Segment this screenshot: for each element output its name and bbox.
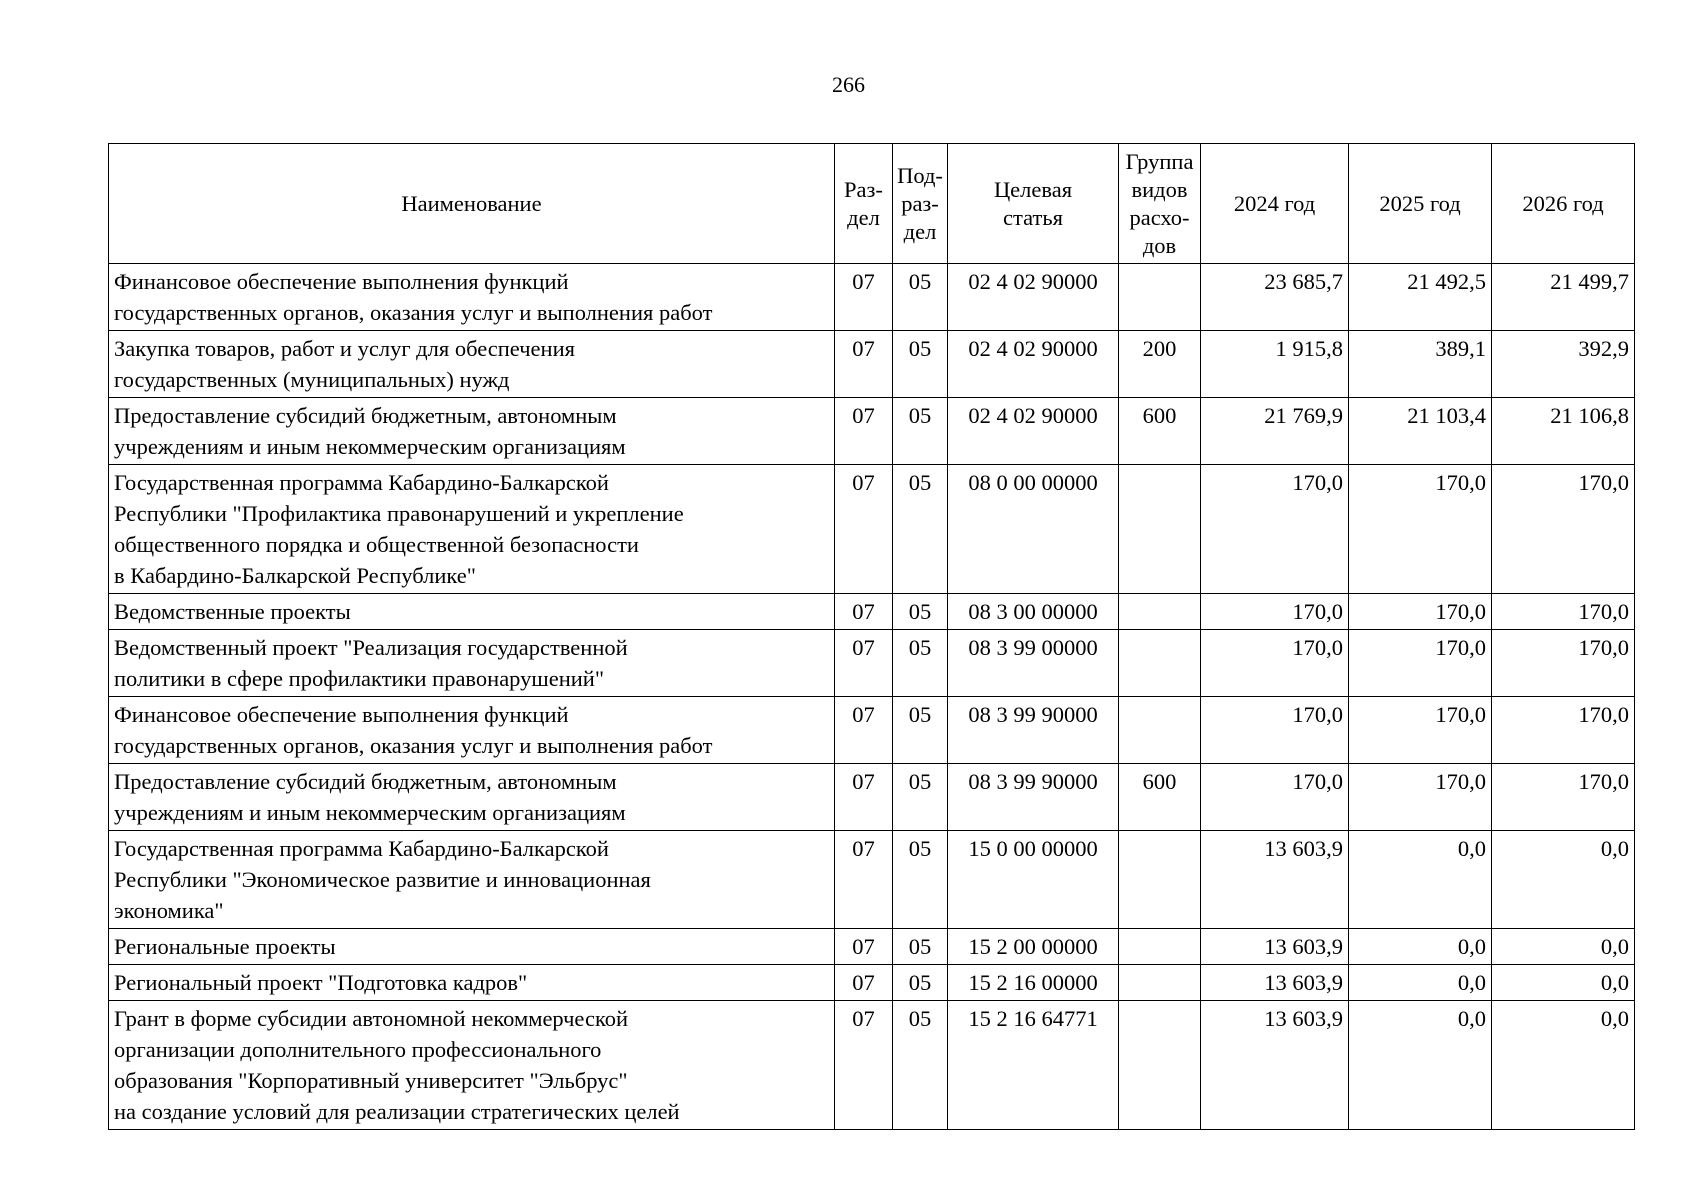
row-value-2026: 170,0 — [1492, 630, 1635, 697]
row-value-2025: 0,0 — [1349, 965, 1492, 1001]
row-value-2025: 170,0 — [1349, 697, 1492, 764]
row-value-2025: 0,0 — [1349, 1001, 1492, 1130]
header-year-2026: 2026 год — [1492, 144, 1635, 264]
header-section: Раз- дел — [835, 144, 893, 264]
page-number: 266 — [832, 72, 865, 97]
row-target-article: 02 4 02 90000 — [948, 398, 1119, 465]
header-year-2025: 2025 год — [1349, 144, 1492, 264]
row-section: 07 — [835, 594, 893, 630]
row-section: 07 — [835, 1001, 893, 1130]
row-value-2024: 1 915,8 — [1201, 331, 1349, 398]
row-expense-group — [1119, 264, 1201, 331]
row-expense-group — [1119, 465, 1201, 594]
row-expense-group — [1119, 965, 1201, 1001]
table-row — [109, 764, 1635, 831]
row-target-article: 08 3 00 00000 — [948, 594, 1119, 630]
table-row — [109, 594, 1635, 630]
row-name-line: на создание условий для реализации стратегических целей — [114, 1099, 680, 1124]
row-value-2026: 170,0 — [1492, 465, 1635, 594]
row-value-2025: 21 103,4 — [1349, 398, 1492, 465]
header-subsection: Под- раз- дел — [893, 144, 948, 264]
row-name-line: организации дополнительного профессионального — [114, 1037, 602, 1062]
table-row — [109, 465, 1635, 594]
table-row — [109, 831, 1635, 929]
row-name-line: Республики "Экономическое развитие и инновационная — [114, 867, 651, 892]
row-subsection: 05 — [893, 965, 948, 1001]
row-name-line: Республики "Профилактика правонарушений и укрепление — [114, 501, 684, 526]
row-expense-group — [1119, 697, 1201, 764]
row-target-article: 02 4 02 90000 — [948, 264, 1119, 331]
row-name-line: экономика" — [114, 898, 224, 923]
row-name-line: государственных (муниципальных) нужд — [114, 367, 510, 392]
row-value-2026: 0,0 — [1492, 929, 1635, 965]
row-value-2025: 170,0 — [1349, 465, 1492, 594]
row-name — [109, 465, 835, 594]
header-expense-group: Группа видов расхо- дов — [1119, 144, 1201, 264]
row-name-line: государственных органов, оказания услуг и выполнения работ — [114, 733, 713, 758]
table-row — [109, 630, 1635, 697]
row-target-article: 02 4 02 90000 — [948, 331, 1119, 398]
row-section: 07 — [835, 929, 893, 965]
table-header-row — [109, 144, 1635, 264]
row-value-2026: 170,0 — [1492, 764, 1635, 831]
row-name-line: образования "Корпоративный университет "Эльбрус" — [114, 1068, 628, 1093]
row-name-line: учреждениям и иным некоммерческим организациям — [114, 800, 626, 825]
row-expense-group: 200 — [1119, 331, 1201, 398]
row-name-line: Предоставление субсидий бюджетным, автономным — [114, 403, 617, 428]
row-name-line: Грант в форме субсидии автономной некоммерческой — [114, 1006, 629, 1031]
row-name — [109, 929, 835, 965]
row-value-2024: 13 603,9 — [1201, 965, 1349, 1001]
row-expense-group — [1119, 630, 1201, 697]
budget-table — [108, 143, 1635, 1130]
row-subsection: 05 — [893, 465, 948, 594]
row-value-2024: 170,0 — [1201, 697, 1349, 764]
table-row — [109, 1001, 1635, 1130]
row-value-2026: 170,0 — [1492, 594, 1635, 630]
row-value-2025: 170,0 — [1349, 764, 1492, 831]
row-name — [109, 630, 835, 697]
row-section: 07 — [835, 465, 893, 594]
row-name-line: общественного порядка и общественной безопасности — [114, 532, 639, 557]
row-name — [109, 764, 835, 831]
row-value-2025: 21 492,5 — [1349, 264, 1492, 331]
header-name: Наименование — [109, 144, 835, 264]
row-name — [109, 264, 835, 331]
row-name-line: Государственная программа Кабардино-Балкарской — [114, 470, 609, 495]
row-target-article: 15 2 16 64771 — [948, 1001, 1119, 1130]
row-subsection: 05 — [893, 929, 948, 965]
row-name-line: Региональные проекты — [114, 934, 336, 959]
row-name-line: политики в сфере профилактики правонарушений" — [114, 666, 605, 691]
row-name-line: Предоставление субсидий бюджетным, автономным — [114, 769, 617, 794]
header-target-article: Целевая статья — [948, 144, 1119, 264]
row-value-2024: 13 603,9 — [1201, 831, 1349, 929]
row-name-line: Ведомственный проект "Реализация государственной — [114, 635, 628, 660]
row-value-2026: 0,0 — [1492, 1001, 1635, 1130]
row-value-2026: 170,0 — [1492, 697, 1635, 764]
table-row — [109, 398, 1635, 465]
row-section: 07 — [835, 398, 893, 465]
row-value-2026: 392,9 — [1492, 331, 1635, 398]
row-section: 07 — [835, 831, 893, 929]
header-year-2024: 2024 год — [1201, 144, 1349, 264]
row-target-article: 15 0 00 00000 — [948, 831, 1119, 929]
table-row — [109, 331, 1635, 398]
row-subsection: 05 — [893, 264, 948, 331]
row-value-2025: 0,0 — [1349, 831, 1492, 929]
row-value-2026: 21 106,8 — [1492, 398, 1635, 465]
row-value-2025: 0,0 — [1349, 929, 1492, 965]
row-name-line: Региональный проект "Подготовка кадров" — [114, 970, 528, 995]
row-name — [109, 831, 835, 929]
row-name-line: Финансовое обеспечение выполнения функций — [114, 269, 569, 294]
row-section: 07 — [835, 264, 893, 331]
table-row — [109, 697, 1635, 764]
row-value-2024: 170,0 — [1201, 764, 1349, 831]
row-subsection: 05 — [893, 697, 948, 764]
row-target-article: 08 0 00 00000 — [948, 465, 1119, 594]
row-section: 07 — [835, 630, 893, 697]
row-subsection: 05 — [893, 331, 948, 398]
row-name — [109, 965, 835, 1001]
row-value-2025: 170,0 — [1349, 594, 1492, 630]
row-value-2026: 0,0 — [1492, 831, 1635, 929]
row-value-2024: 21 769,9 — [1201, 398, 1349, 465]
row-value-2026: 0,0 — [1492, 965, 1635, 1001]
row-name — [109, 697, 835, 764]
row-subsection: 05 — [893, 594, 948, 630]
row-subsection: 05 — [893, 831, 948, 929]
row-name-line: учреждениям и иным некоммерческим организациям — [114, 434, 626, 459]
row-name — [109, 594, 835, 630]
row-value-2024: 13 603,9 — [1201, 1001, 1349, 1130]
row-expense-group — [1119, 831, 1201, 929]
row-section: 07 — [835, 764, 893, 831]
row-name-line: Закупка товаров, работ и услуг для обеспечения — [114, 336, 575, 361]
row-value-2024: 170,0 — [1201, 630, 1349, 697]
row-target-article: 15 2 00 00000 — [948, 929, 1119, 965]
row-value-2024: 23 685,7 — [1201, 264, 1349, 331]
row-name-line: Государственная программа Кабардино-Балкарской — [114, 836, 609, 861]
row-name-line: Ведомственные проекты — [114, 599, 351, 624]
row-name — [109, 1001, 835, 1130]
row-expense-group: 600 — [1119, 764, 1201, 831]
row-target-article: 08 3 99 90000 — [948, 764, 1119, 831]
row-subsection: 05 — [893, 630, 948, 697]
row-value-2024: 170,0 — [1201, 594, 1349, 630]
row-name — [109, 398, 835, 465]
row-target-article: 08 3 99 90000 — [948, 697, 1119, 764]
row-subsection: 05 — [893, 398, 948, 465]
row-expense-group — [1119, 594, 1201, 630]
row-subsection: 05 — [893, 1001, 948, 1130]
row-section: 07 — [835, 697, 893, 764]
row-expense-group — [1119, 1001, 1201, 1130]
row-section: 07 — [835, 965, 893, 1001]
row-target-article: 15 2 16 00000 — [948, 965, 1119, 1001]
row-expense-group: 600 — [1119, 398, 1201, 465]
row-name-line: государственных органов, оказания услуг и выполнения работ — [114, 300, 713, 325]
table-row — [109, 965, 1635, 1001]
row-name-line: в Кабардино-Балкарской Республике" — [114, 563, 476, 588]
row-section: 07 — [835, 331, 893, 398]
table-row — [109, 264, 1635, 331]
row-name-line: Финансовое обеспечение выполнения функций — [114, 702, 569, 727]
table-row — [109, 929, 1635, 965]
row-expense-group — [1119, 929, 1201, 965]
row-value-2024: 170,0 — [1201, 465, 1349, 594]
row-value-2025: 170,0 — [1349, 630, 1492, 697]
row-subsection: 05 — [893, 764, 948, 831]
row-name — [109, 331, 835, 398]
row-target-article: 08 3 99 00000 — [948, 630, 1119, 697]
row-value-2026: 21 499,7 — [1492, 264, 1635, 331]
row-value-2025: 389,1 — [1349, 331, 1492, 398]
row-value-2024: 13 603,9 — [1201, 929, 1349, 965]
